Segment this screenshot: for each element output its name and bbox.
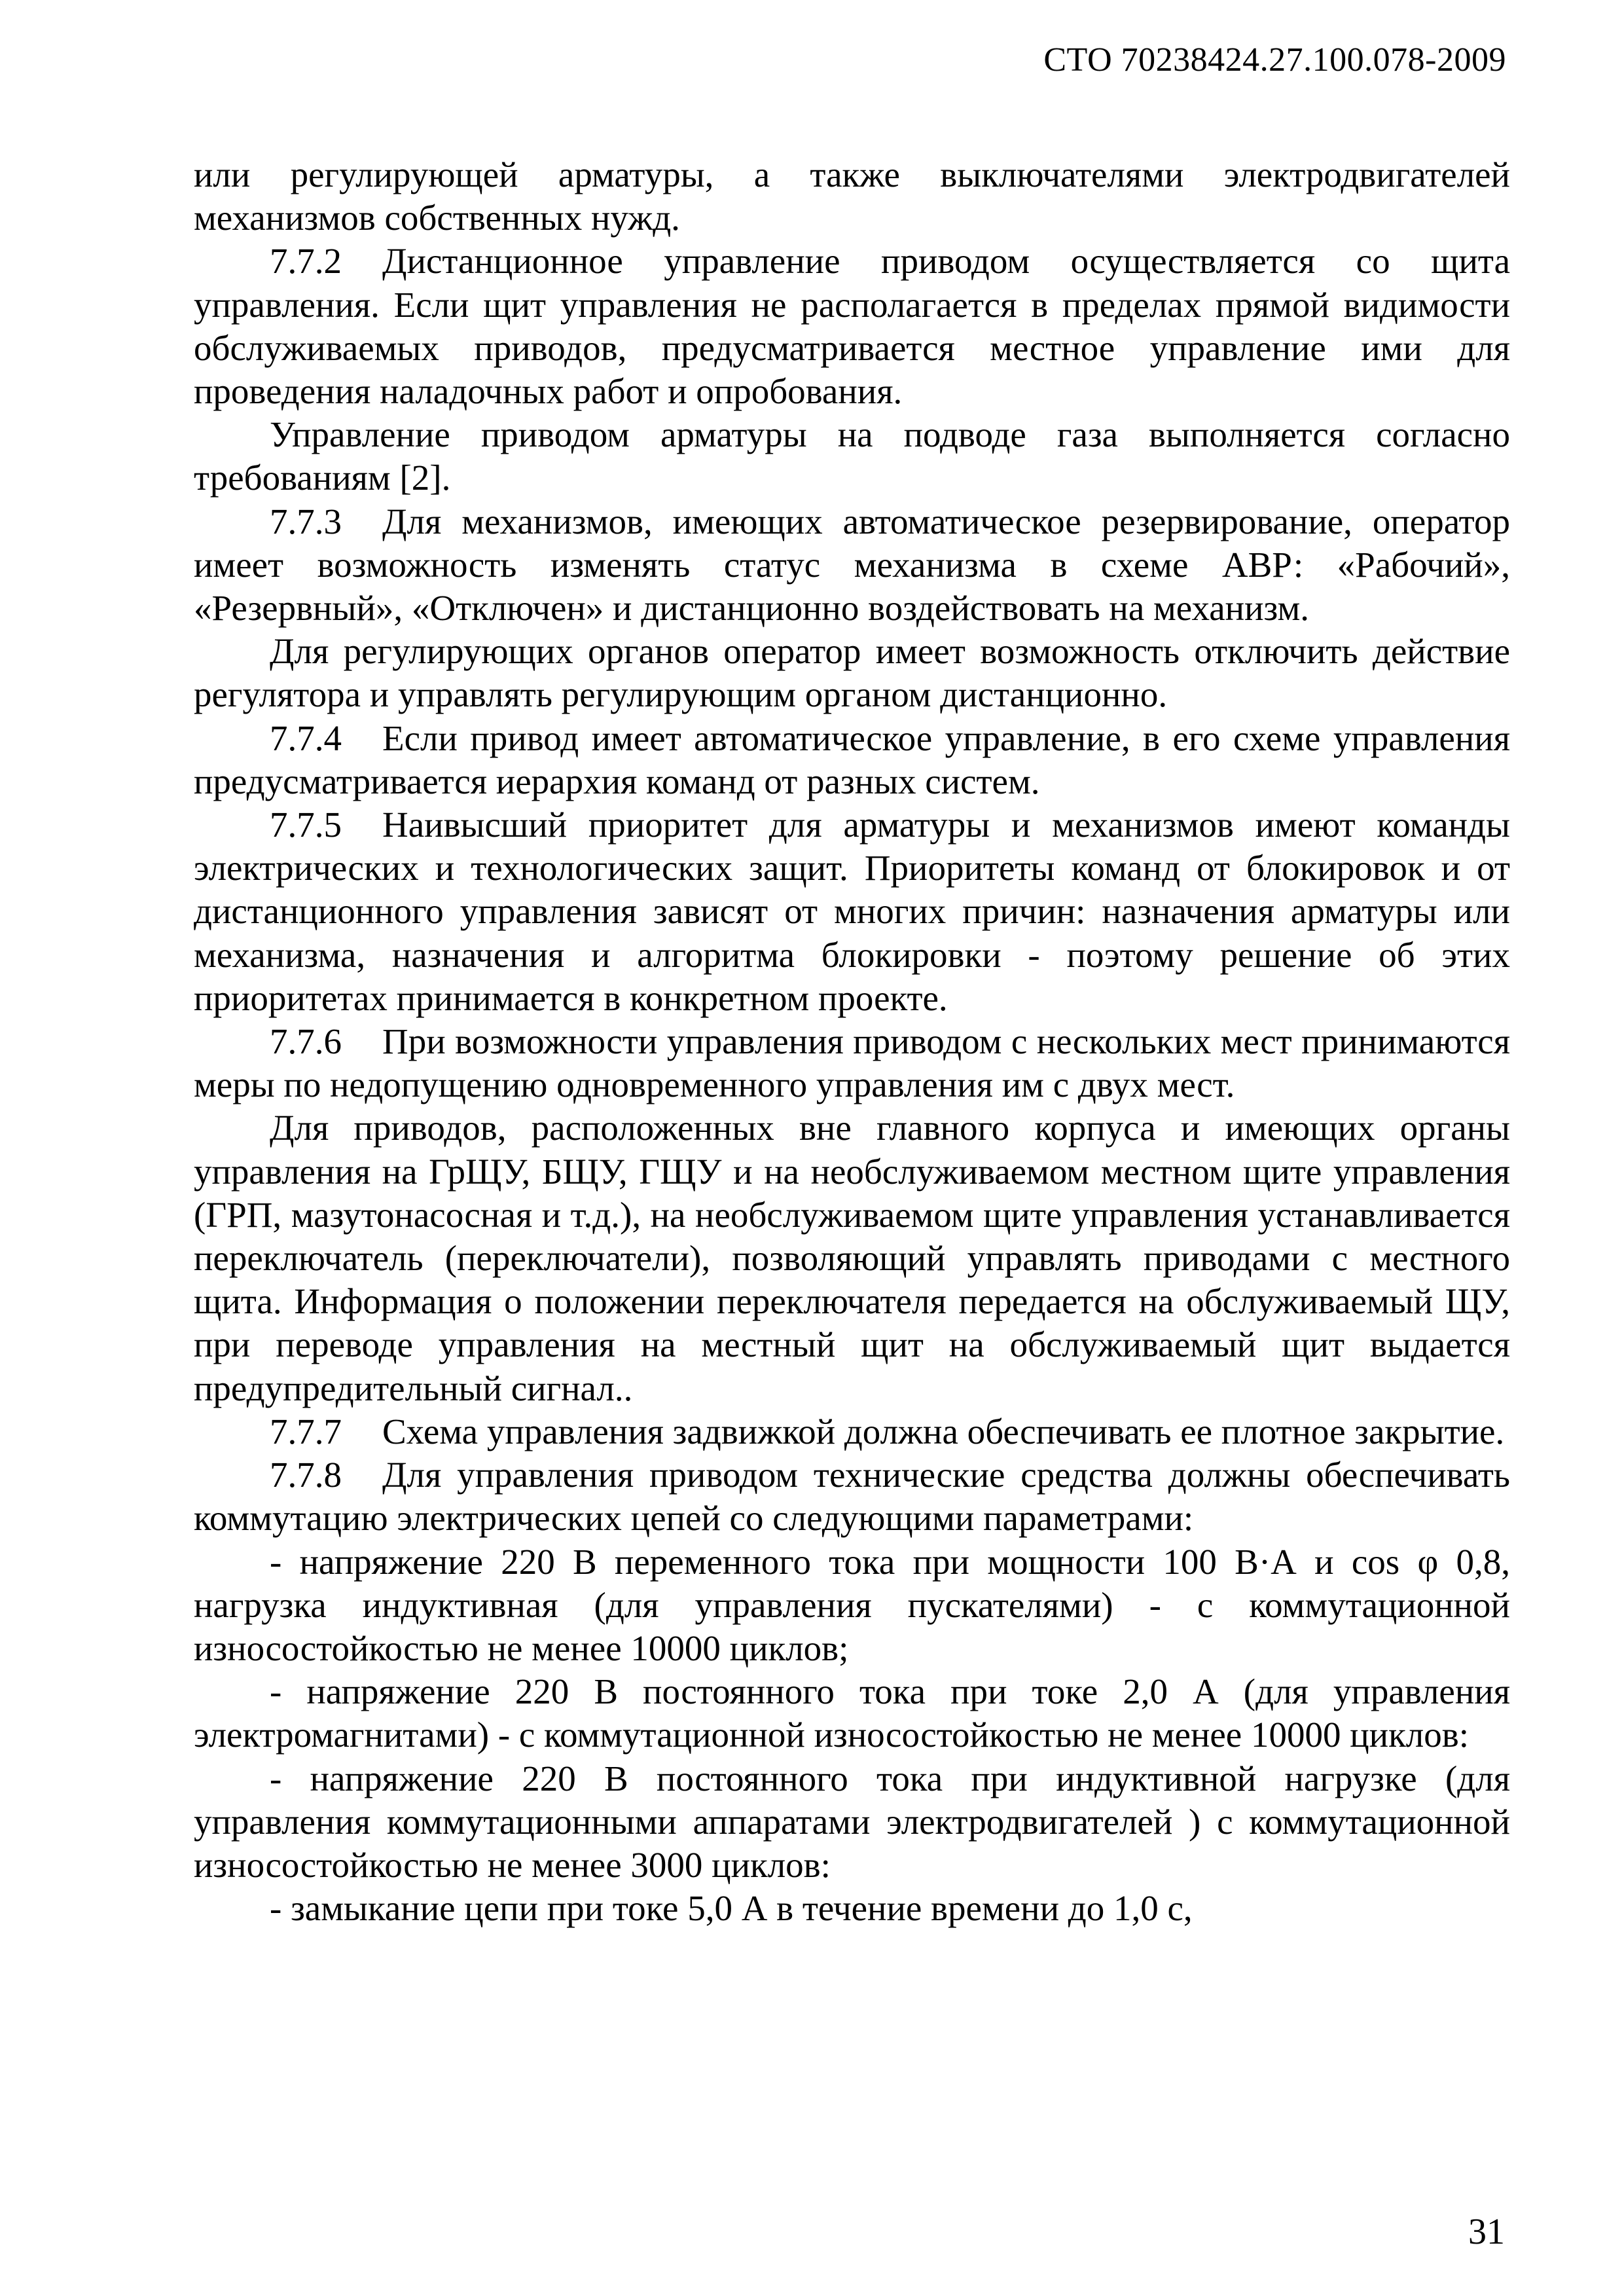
document-code-header: СТО 70238424.27.100.078-2009: [1043, 41, 1506, 79]
list-item: [194, 1887, 1510, 1930]
paragraph: [194, 630, 1510, 716]
paragraph-text: Если привод имеет автоматическое управление, в его схеме управления предусматривается иерархия команд от разных систем.: [194, 718, 1510, 801]
list-item: [194, 1670, 1510, 1757]
paragraph-text: Для приводов, расположенных вне главного корпуса и имеющих органы управления на ГрЩУ, БЩУ, ГЩУ и на необслуживаемом местном щите управления (ГРП, мазутонасосная и т.д.), на необслуживаемом щите управления устанавливается переключатель (переключатели), позволяющий управлять приводами с местного щита. Информация о положении переключателя передается на обслуживаемый ЩУ, при переводе управления на местный щит на обслуживаемый щит выдается предупредительный сигнал..: [194, 1108, 1510, 1408]
page-number: 31: [1468, 2212, 1505, 2252]
clause-number: 7.7.8: [270, 1455, 342, 1495]
clause-number: 7.7.6: [270, 1021, 342, 1062]
clause-7-7-2: [194, 240, 1510, 413]
clause-number: 7.7.7: [270, 1411, 342, 1451]
paragraph-text: - напряжение 220 В постоянного тока при токе 2,0 А (для управления электромагнитами) - с коммутационной износостойкостью не менее 10000 циклов:: [194, 1671, 1510, 1755]
paragraph-text: Управление приводом арматуры на подводе газа выполняется согласно требованиям [2].: [194, 414, 1510, 498]
clause-7-7-7: [194, 1410, 1510, 1453]
paragraph-text: - напряжение 220 В постоянного тока при индуктивной нагрузке (для управления коммутационными аппаратами электродвигателей ) с коммутационной износостойкостью не менее 3000 циклов:: [194, 1758, 1510, 1885]
clause-7-7-6: [194, 1020, 1510, 1106]
paragraph-text: При возможности управления приводом с нескольких мест принимаются меры по недопущению одновременного управления им с двух мест.: [194, 1021, 1510, 1105]
paragraph-text: - напряжение 220 В переменного тока при мощности 100 В·А и cos φ 0,8, нагрузка индуктивная (для управления пускателями) - с коммутационной износостойкостью не менее 10000 циклов;: [194, 1541, 1510, 1668]
clause-7-7-8: [194, 1453, 1510, 1540]
clause-number: 7.7.4: [270, 718, 342, 758]
paragraph-text: Дистанционное управление приводом осуществляется со щита управления. Если щит управления не располагается в пределах прямой видимости обслуживаемых приводов, предусматривается местное управление ими для проведения наладочных работ и опробования.: [194, 241, 1510, 412]
paragraph-text: Наивысший приоритет для арматуры и механизмов имеют команды электрических и технологических защит. Приоритеты команд от блокировок и от дистанционного управления зависят от многих причин: назначения арматуры или механизма, назначения и алгоритма блокировки - поэтому решение об этих приоритетах принимается в конкретном проекте.: [194, 805, 1510, 1018]
paragraph-text: Схема управления задвижкой должна обеспечивать ее плотное закрытие.: [382, 1411, 1505, 1451]
clause-number: 7.7.3: [270, 501, 342, 541]
paragraph: [194, 153, 1510, 240]
paragraph-text: Для механизмов, имеющих автоматическое резервирование, оператор имеет возможность изменять статус механизма в схеме АВР: «Рабочий», «Резервный», «Отключен» и дистанционно воздействовать на механизм.: [194, 501, 1510, 629]
paragraph: [194, 1106, 1510, 1410]
clause-7-7-3: [194, 500, 1510, 630]
paragraph-text: Для управления приводом технические средства должны обеспечивать коммутацию электрических цепей со следующими параметрами:: [194, 1455, 1510, 1539]
list-item: [194, 1540, 1510, 1671]
document-body: [194, 153, 1510, 1930]
clause-7-7-5: [194, 803, 1510, 1020]
paragraph: [194, 413, 1510, 500]
paragraph-text: Для регулирующих органов оператор имеет возможность отключить действие регулятора и управлять регулирующим органом дистанционно.: [194, 631, 1510, 715]
clause-number: 7.7.5: [270, 805, 342, 845]
list-item: [194, 1757, 1510, 1887]
paragraph-text: - замыкание цепи при токе 5,0 А в течение времени до 1,0 с,: [270, 1888, 1193, 1929]
paragraph-text: или регулирующей арматуры, а также выключателями электродвигателей механизмов собственных нужд.: [194, 155, 1510, 238]
clause-7-7-4: [194, 717, 1510, 803]
clause-number: 7.7.2: [270, 241, 342, 282]
